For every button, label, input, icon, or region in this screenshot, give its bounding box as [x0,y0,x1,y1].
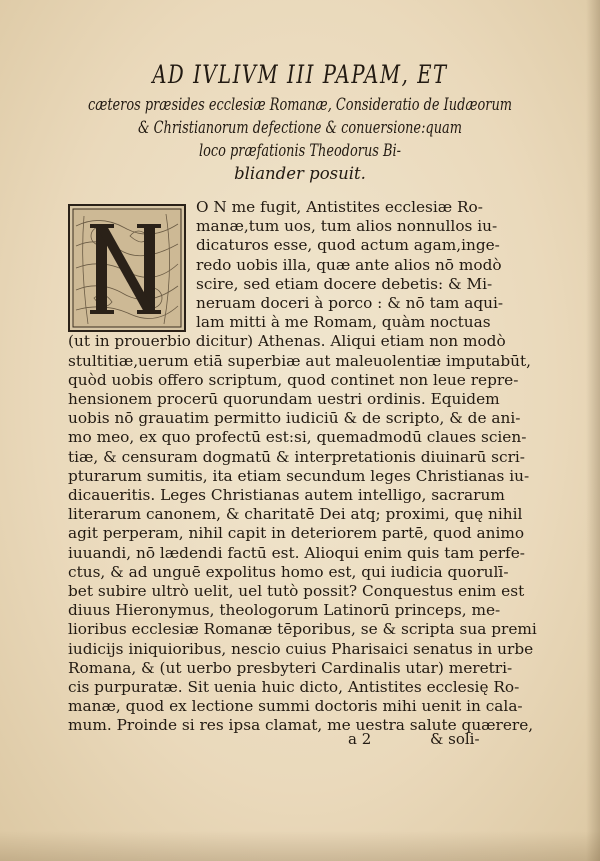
heading-line-2: cæteros præsides ecclesiæ Romanæ, Consideratio de Iudæorum [87,95,513,114]
body-line: tiæ, & censuram dogmatū & interpretationis diuinarū scri- [68,447,525,466]
body-line: dicaueritis. Leges Christianas autem intelligo, sacrarum [68,486,505,504]
body-line: manæ, quod ex lectione summi doctoris mihi uenit in cala- [68,697,523,716]
body-line: mum. Proinde si res ipsa clamat, me uestra salute quærere, [68,716,534,735]
body-line: quòd uobis offero scriptum, quod continet non leue repre- [68,370,519,389]
body-line: literarum canonem, & charitatē Dei atq; proximi, quę nihil [68,505,523,524]
body-line: ctus, & ad unguē expolitus homo est, qui iudicia quorulī- [68,562,509,581]
page-edge-shadow [586,0,600,861]
body-line: redo uobis illa, quæ ante alios nō modò [196,255,502,274]
body-line: mo meo, ex quo profectū est:si, quemadmodū claues scien- [68,428,527,447]
body-line: dicaturos esse, quod actum agam,inge- [196,236,500,255]
heading-line-4: loco præfationis Theodorus Bi- [198,141,402,160]
body-line: stultitiæ,uerum etiā superbiæ aut maleuolentiæ imputabūt, [68,351,532,370]
body-line: manæ,tum uos, tum alios nonnullos iu- [196,217,498,236]
heading-line-1: AD IVLIVM III PAPAM, ET [152,60,448,89]
body-line: lam mitti à me Romam, quàm noctuas [196,313,491,332]
body-line: Romana, & (ut uerbo presbyteri Cardinalis utar) meretri- [68,658,513,677]
body-line: diuus Hieronymus, theologorum Latinorū princeps, me- [68,601,501,620]
body-line: bet subire ultrò uelit, uel tutò possit? Conquestus enim est [68,582,525,600]
catchword: & soli- [430,730,480,748]
decorated-initial-woodcut [68,204,186,332]
body-line: iudicijs iniquioribus, nescio cuius Pharisaici senatus in urbe [68,639,534,658]
body-line: uobis nō grauatim permitto iudiciū & de scripto, & de ani- [68,409,521,428]
heading-line-3: & Christianorum defectione & conuersione:quam [138,118,462,137]
body-line: hensionem procerū quorundam uestri ordinis. Equidem [68,390,500,408]
body-line: neruam doceri à porco : & nō tam aqui- [196,294,504,312]
body-line: O N me fugit, Antistites ecclesiæ Ro- [196,198,483,216]
body-line: agit perperam, nihil capit in deteriorem partē, quod animo [68,524,525,543]
page-bottom-shadow [0,831,600,861]
body-line: (ut in prouerbio dicitur) Athenas. Aliqui etiam non modò [68,332,506,351]
signature-mark: a 2 [348,730,372,748]
body-line: scire, sed etiam docere debetis: & Mi- [196,274,493,293]
body-line: lioribus ecclesiæ Romanæ tēporibus, se & scripta sua premi [68,620,537,639]
body-line: cis purpuratæ. Sit uenia huic dicto, Antistites ecclesię Ro- [68,678,520,696]
woodcut-illustration [70,206,184,330]
body-line: pturarum sumitis, ita etiam secundum leges Christianas iu- [68,466,530,485]
body-line: iuuandi, nō lædendi factū est. Alioqui enim quis tam perfe- [68,543,525,562]
heading-line-5: bliander posuit. [234,164,366,183]
